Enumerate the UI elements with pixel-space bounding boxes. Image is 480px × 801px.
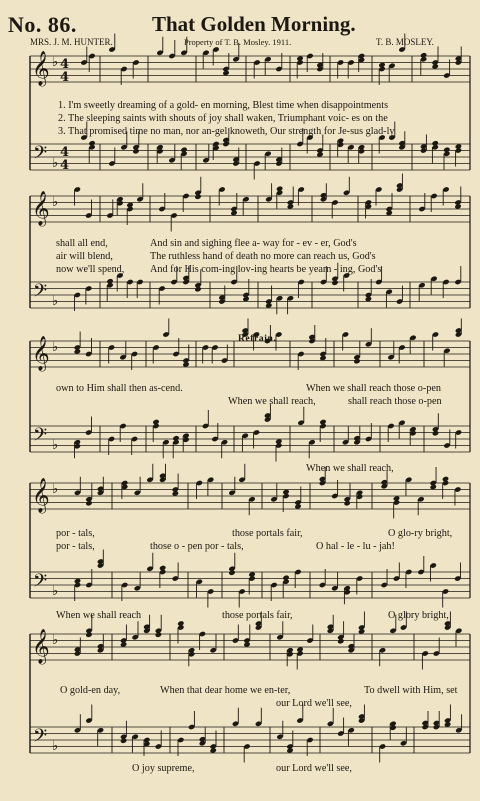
verse-3-line-a: 3. That promised time no man, nor an-gel knoweth, Our strength for Je-sus glad-ly bbox=[58, 126, 395, 137]
sys4-bass-a: When we shall reach bbox=[56, 610, 142, 621]
flat-icon: ♭ bbox=[52, 195, 59, 210]
note-head bbox=[180, 147, 187, 153]
sys3-alto-a: When we shall reach, bbox=[228, 396, 316, 407]
treble-clef-icon: 𝄞 bbox=[32, 191, 50, 226]
flat-icon: ♭ bbox=[52, 584, 59, 599]
sys5-soprano-a: O gold-en day, bbox=[60, 685, 121, 696]
hymn-number: No. 86. bbox=[8, 12, 77, 37]
bass-clef-icon: 𝄢 bbox=[33, 281, 48, 306]
note-head bbox=[337, 638, 344, 644]
verse-1-line-b-start: shall all end, bbox=[56, 238, 108, 249]
sys4-soprano-a: por - tals, bbox=[56, 528, 95, 539]
flat-icon: ♭ bbox=[52, 482, 59, 497]
sys4-bass-b: those portals fair, bbox=[222, 610, 293, 621]
note-head bbox=[228, 570, 235, 576]
note-head bbox=[155, 632, 162, 638]
treble-clef-icon: 𝄞 bbox=[32, 629, 50, 664]
verse-3-line-b-start: now we'll spend, bbox=[56, 264, 125, 275]
flat-icon: ♭ bbox=[52, 438, 59, 453]
treble-clef-icon: 𝄞 bbox=[32, 478, 50, 513]
verse-3-line-b-end: And for His com-ing lov-ing hearts be yearn - ing, God's bbox=[150, 264, 382, 275]
note-head bbox=[172, 435, 179, 441]
sys4-alto-c: O hal - le - lu - jah! bbox=[316, 541, 395, 552]
note-head bbox=[85, 500, 92, 506]
note-head bbox=[132, 148, 139, 154]
note-head bbox=[282, 575, 289, 581]
note-head bbox=[420, 52, 427, 58]
copyright-notice: Property of T. B. Mosley. 1911. bbox=[184, 37, 292, 47]
note-head bbox=[443, 147, 450, 153]
treble-clef-icon: 𝄞 bbox=[32, 51, 50, 86]
flat-icon: ♭ bbox=[52, 340, 59, 355]
sys3-alto-b: shall reach those o-pen bbox=[348, 396, 442, 407]
sys3-soprano-a: own to Him shall then as-cend. bbox=[56, 383, 183, 394]
sys5-bass-b: our Lord we'll see, bbox=[276, 763, 352, 774]
note-head bbox=[344, 500, 351, 506]
note-head bbox=[331, 280, 338, 286]
sys3-soprano-b: When we shall reach those o-pen bbox=[306, 383, 441, 394]
note-head bbox=[319, 419, 326, 425]
note-head bbox=[194, 286, 201, 292]
hymn-title: That Golden Morning. bbox=[152, 12, 356, 36]
bass-clef-icon: 𝄢 bbox=[33, 726, 48, 751]
flat-icon: ♭ bbox=[52, 633, 59, 648]
note-head bbox=[194, 194, 201, 200]
note-head bbox=[85, 632, 92, 638]
composer-credit: T. B. MOSLEY. bbox=[376, 37, 434, 47]
flat-icon: ♭ bbox=[52, 739, 59, 754]
bass-clef-icon: 𝄢 bbox=[33, 571, 48, 596]
verse-2-line-b-end: The ruthless hand of death no more can reach us, God's bbox=[150, 251, 376, 262]
verse-2-line-a: 2. The sleeping saints with shouts of joy shall waken, Triumphant voic- es on the bbox=[58, 113, 388, 124]
sys5-bass-a: O joy supreme, bbox=[132, 763, 195, 774]
sys5-soprano-b: When that dear home we en-ter, bbox=[160, 685, 291, 696]
sys4-bass-c: O glory bright, bbox=[388, 610, 449, 621]
time-signature: 4 bbox=[60, 158, 70, 173]
sys4-soprano-b: those portals fair, bbox=[232, 528, 303, 539]
sys4-soprano-c: O glo-ry bright, bbox=[388, 528, 453, 539]
time-signature: 4 bbox=[60, 145, 70, 160]
flat-icon: ♭ bbox=[52, 55, 59, 70]
verse-2-line-b-start: air will blend, bbox=[56, 251, 113, 262]
lyricist-credit: MRS. J. M. HUNTER. bbox=[30, 37, 113, 47]
flat-icon: ♭ bbox=[52, 294, 59, 309]
note-head bbox=[353, 358, 360, 364]
sys5-soprano-c: To dwell with Him, set bbox=[364, 685, 458, 696]
note-head bbox=[432, 140, 439, 146]
note-head bbox=[276, 186, 283, 192]
sys4-alto-a: por - tals, bbox=[56, 541, 95, 552]
time-signature: 4 bbox=[60, 57, 70, 72]
note-head bbox=[88, 140, 95, 146]
note-head bbox=[159, 565, 166, 571]
flat-icon: ♭ bbox=[52, 156, 59, 171]
note-head bbox=[120, 738, 127, 744]
sys4-alto-b: those o - pen por - tals, bbox=[150, 541, 244, 552]
note-head bbox=[152, 419, 159, 425]
note-head bbox=[177, 620, 184, 626]
treble-clef-icon: 𝄞 bbox=[32, 336, 50, 371]
refrain-label: Refrain. bbox=[238, 334, 277, 344]
note-head bbox=[432, 430, 439, 436]
note-head bbox=[106, 278, 113, 284]
bass-clef-icon: 𝄢 bbox=[33, 425, 48, 450]
bass-clef-icon: 𝄢 bbox=[33, 143, 48, 168]
time-signature: 4 bbox=[60, 70, 70, 85]
sys3-bass: When we shall reach, bbox=[306, 463, 394, 474]
note-head bbox=[442, 476, 449, 482]
verse-1-line-a: 1. I'm sweetly dreaming of a gold- en morning, Blest time when disappointments bbox=[58, 100, 389, 111]
verse-1-line-b-end: And sin and sighing flee a- way for - ev - er, God's bbox=[150, 238, 357, 249]
sys5-alto: our Lord we'll see, bbox=[276, 698, 352, 709]
